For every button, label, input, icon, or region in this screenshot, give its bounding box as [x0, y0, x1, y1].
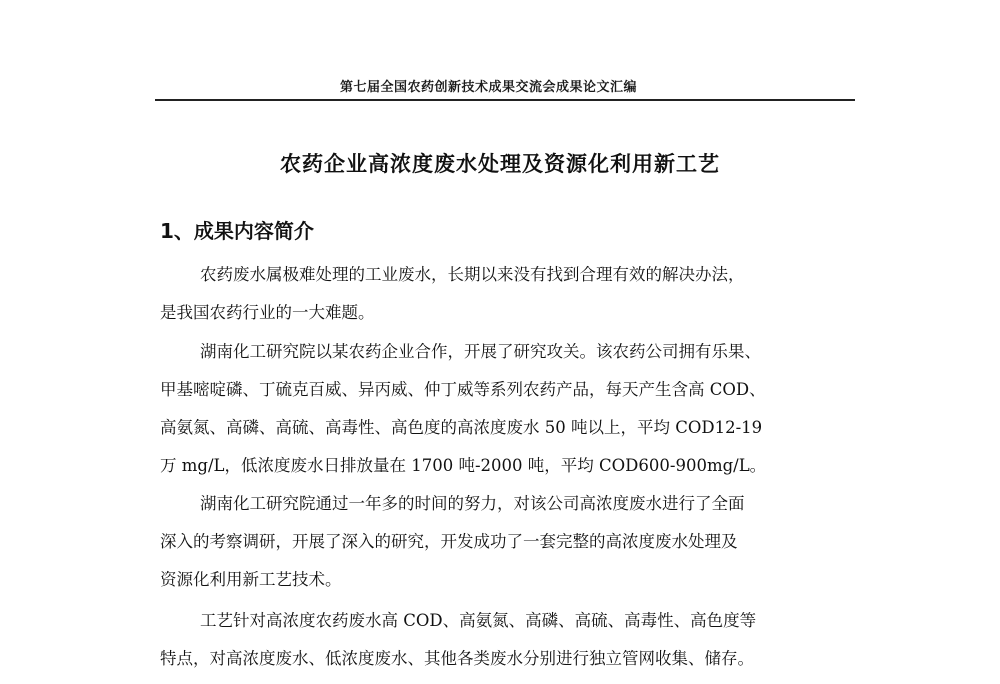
paragraph-3-line-1: 湖南化工研究院通过一年多的时间的努力，对该公司高浓度废水进行了全面: [200, 494, 745, 513]
header-divider: [155, 99, 855, 101]
paragraph-3-line-2: 深入的考察调研，开展了深入的研究，开发成功了一套完整的高浓度废水处理及: [160, 532, 738, 551]
paragraph-1-line-2: 是我国农药行业的一大难题。: [160, 303, 375, 322]
paragraph-2-line-1: 湖南化工研究院以某农药企业合作，开展了研究攻关。该农药公司拥有乐果、: [200, 342, 761, 361]
paragraph-2-line-2: 甲基嘧啶磷、丁硫克百威、异丙威、仲丁威等系列农药产品，每天产生含高 COD、: [160, 380, 766, 399]
paragraph-2-line-4: 万 mg/L，低浓度废水日排放量在 1700 吨-2000 吨，平均 COD600-900mg/L。: [160, 456, 767, 475]
running-header: 第七届全国农药创新技术成果交流会成果论文汇编: [340, 80, 638, 95]
paragraph-4-line-2: 特点，对高浓度废水、低浓度废水、其他各类废水分别进行独立管网收集、储存。: [160, 649, 754, 668]
paragraph-1-line-1: 农药废水属极难处理的工业废水，长期以来没有找到合理有效的解决办法，: [200, 265, 745, 284]
paragraph-4-line-1: 工艺针对高浓度农药废水高 COD、高氨氮、高磷、高硫、高毒性、高色度等: [200, 611, 757, 630]
document-title: 农药企业高浓度废水处理及资源化利用新工艺: [280, 152, 720, 176]
paragraph-2-line-3: 高氨氮、高磷、高硫、高毒性、高色度的高浓度废水 50 吨以上，平均 COD12-19: [160, 418, 763, 437]
section-heading: 1、成果内容简介: [160, 219, 314, 243]
paragraph-3-line-3: 资源化利用新工艺技术。: [160, 570, 342, 589]
